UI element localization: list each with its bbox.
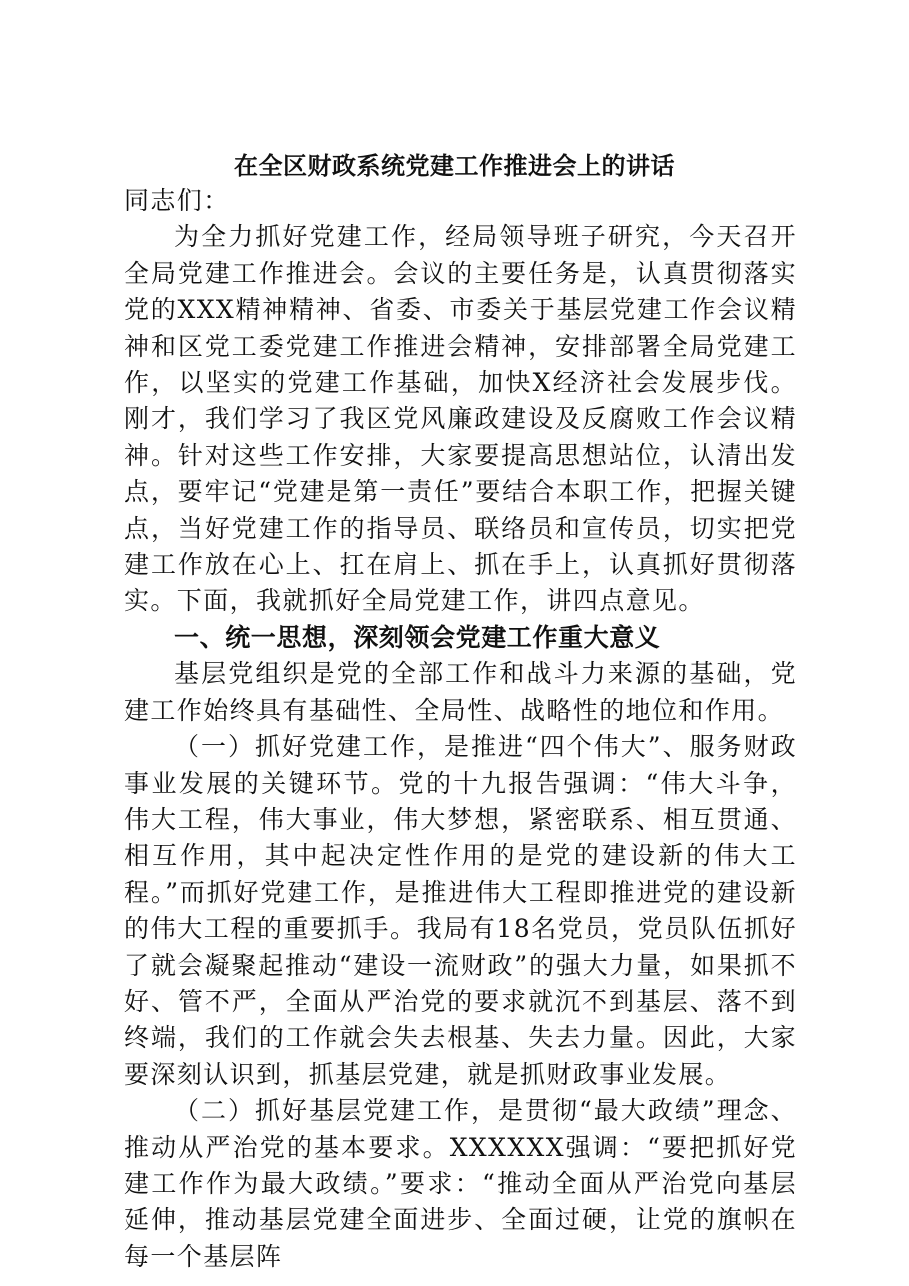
paragraph-intro: 为全力抓好党建工作，经局领导班子研究，今天召开全局党建工作推进会。会议的主要任务是，认真贯彻落实党的XXX精神精神、省委、市委关于基层党建工作会议精神和区党工委党建工作推进会精神，安排部署全局党建工作，以坚实的党建工作基础，加快X经济社会发展步伐。刚才，我们学习了我区党风廉政建设及反腐败工作会议精神。针对这些工作安排，大家要提高思想站位，认清出发点，要牢记“党建是第一责任”要结合本职工作，把握关键点，当好党建工作的指导员、联络员和宣传员，切实把党建工作放在心上、扛在肩上、抓在手上，认真抓好贯彻落实。下面，我就抓好全局党建工作，讲四点意见。 xyxy=(124,222,797,616)
paragraph-subsection-2: （二）抓好基层党建工作，是贯彻“最大政绩”理念、推动从严治党的基本要求。XXXXXX强调：“要把抓好党建工作作为最大政绩。”要求：“推动全面从严治党向基层延伸，推动基层党建全面进步、全面过硬，让党的旗帜在每一个基层阵 xyxy=(124,1096,797,1271)
section-heading-1: 一、统一思想，深刻领会党建工作重大意义 xyxy=(174,622,661,652)
document-body xyxy=(124,183,797,1275)
paragraph-subsection-1: （一）抓好党建工作，是推进“四个伟大”、服务财政事业发展的关键环节。党的十九报告强调：“伟大斗争，伟大工程，伟大事业，伟大梦想，紧密联系、相互贯通、相互作用，其中起决定性作用的是党的建设新的伟大工程。”而抓好党建工作，是推进伟大工程即推进党的建设新的伟大工程的重要抓手。我局有18名党员，党员队伍抓好了就会凝聚起推动“建设一流财政”的强大力量，如果抓不好、管不严，全面从严治党的要求就沉不到基层、落不到终端，我们的工作就会失去根基、失去力量。因此，大家要深刻认识到，抓基层党建，就是抓财政事业发展。 xyxy=(124,732,797,1089)
salutation: 同志们： xyxy=(124,186,230,215)
document-title: 在全区财政系统党建工作推进会上的讲话 xyxy=(234,152,675,180)
paragraph-section-1: 基层党组织是党的全部工作和战斗力来源的基础，党建工作始终具有基础性、全局性、战略性的地位和作用。 xyxy=(124,659,797,725)
